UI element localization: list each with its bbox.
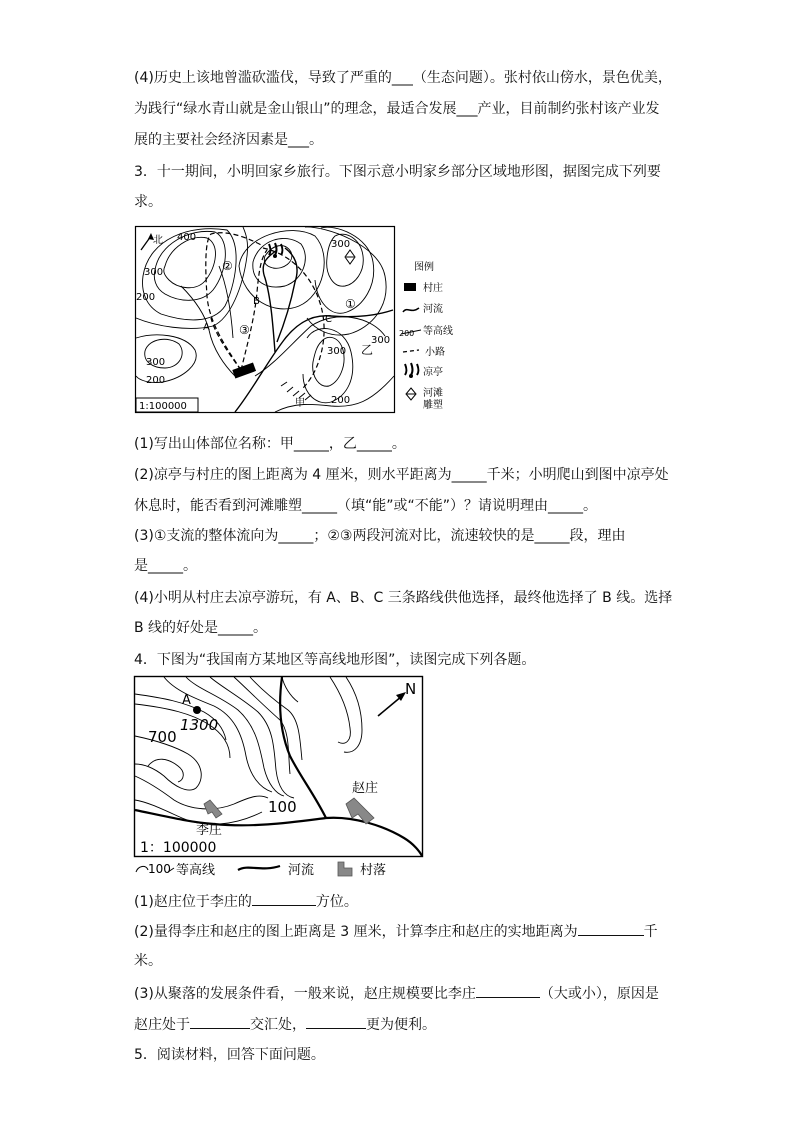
legend-contour: 等高线 [176,863,216,878]
q4-topographic-map [134,676,424,878]
q4-map-svg [134,676,424,878]
contour-label: 300 [371,335,391,346]
legend-contour: 等高线 [423,326,453,337]
q3-part2-line2: 休息时，能否看到河滩雕塑_____（填“能”或“不能”）？请说明理由_____。 [134,498,598,514]
legend-contour-value: 200 [399,329,415,338]
q4-point-a-marker [193,706,201,714]
contour-label: 200 [146,375,166,386]
q3-part2-line1: (2)凉亭与村庄的图上距离为 4 厘米，则水平距离为_____千米；小明爬山到图中凉亭处 [134,467,669,483]
point-label-1: ① [345,297,356,311]
legend-river-icon [238,866,280,870]
q2-part4-line1: (4)历史上该地曾滥砍滥伐，导致了严重的___（生态问题）。张村依山傍水，景色优美， [134,70,672,86]
q4-village-label-li: 李庄 [196,823,223,838]
q4-part3-pre: (3)从聚落的发展条件看，一般来说，赵庄规模要比李庄 [134,986,476,1002]
q4-intro: 4．下图为“我国南方某地区等高线地形图”，读图完成下列各题。 [134,652,536,668]
q4-village-label-zhao: 赵庄 [352,781,379,796]
q4-part2 [134,921,658,942]
q4-part3b-post: 更为便利。 [366,1017,436,1033]
contour-label: 300 [144,267,164,278]
legend-pavilion-icon [405,363,419,378]
q4-part3 [134,983,659,1004]
legend-sculpture: 雕塑 [423,400,443,411]
point-label-2: ② [222,259,233,273]
contour-label: 200 [136,292,156,303]
contour-label: 400 [177,232,197,243]
q3-map-frame [136,227,395,413]
legend-trail-icon [403,350,419,352]
contour-label: 300 [146,357,166,368]
q4-part2-cont: 米。 [134,953,162,969]
q4-scale-text: 1：100000 [140,840,217,856]
point-label-jia: 甲 [295,398,305,409]
q3-north-label: 北 [153,235,163,246]
legend-trail: 小路 [425,347,445,358]
q4-north-label: N [405,680,417,698]
legend-village-icon [338,862,352,876]
q3-map-svg [135,226,453,414]
q3-part3-line1: (3)①支流的整体流向为_____；②③两段河流对比，流速较快的是_____段，理由 [134,528,626,544]
q2-part4-line3: 展的主要社会经济因素是___。 [134,132,323,148]
legend-riverbank: 河滩 [423,388,443,399]
legend-river: 河流 [423,304,443,315]
q4-part3b-mid: 交汇处， [250,1017,306,1033]
q4-part3-line2 [134,1014,436,1035]
q3-part4-line2: B 线的好处是_____。 [134,620,268,636]
q3-intro-line1: 3．十一期间，小明回家乡旅行。下图示意小明家乡部分区域地形图，据图完成下列要 [134,164,661,180]
legend-village-icon [404,283,416,291]
q3-intro-line2: 求。 [134,194,162,210]
contour-label: 200 [345,270,365,281]
answer-blank[interactable] [476,983,540,998]
legend-contour-icon [136,866,148,872]
legend-pavilion: 凉亭 [423,367,443,378]
legend-village: 村庄 [423,283,443,294]
q2-part4-line2: 为践行“绿水青山就是金山银山”的理念，最适合发展___产业，目前制约张村该产业发 [134,101,660,117]
q4-part2-pre: (2)量得李庄和赵庄的图上距离是 3 厘米，计算李庄和赵庄的实地距离为 [134,924,578,940]
contour-label: 1300 [180,716,219,734]
contour-label: 100 [268,798,297,816]
answer-blank[interactable] [306,1014,366,1029]
legend-contour-value: 100 [148,862,171,876]
contour-label: 200 [331,395,351,406]
point-label-b: B [253,296,260,307]
legend-sculpture-icon [406,388,416,400]
legend-river: 河流 [288,863,315,878]
contour-label: 300 [331,239,351,250]
contour-label: 300 [327,346,347,357]
legend-village: 村落 [360,863,387,878]
q3-legend [399,260,453,411]
legend-river-icon [403,308,419,312]
answer-blank[interactable] [578,921,644,936]
q3-part4-line1: (4)小明从村庄去凉亭游玩，有 A、B、C 三条路线供他选择，最终他选择了 B 线。选择 [134,590,673,606]
answer-blank[interactable] [190,1014,250,1029]
q3-topographic-map [135,226,453,414]
q4-part2-post: 千 [643,924,658,940]
q3-part1: (1)写出山体部位名称：甲_____，乙_____。 [134,436,406,452]
point-label-3: ③ [239,323,250,337]
q3-part3-line2: 是_____。 [134,558,197,574]
point-label-c: C [325,314,332,325]
q4-part1-post: 方位。 [315,894,358,910]
q4-legend [136,862,386,878]
q3-scale-text: 1:100000 [139,401,187,412]
q5-intro: 5．阅读材料，回答下面问题。 [134,1047,325,1063]
q4-part3-post: （大或小），原因是 [539,986,659,1002]
legend-title: 图例 [414,262,434,273]
q4-part1-pre: (1)赵庄位于李庄的 [134,894,252,910]
answer-blank[interactable] [252,891,316,906]
contour-label: 700 [148,728,177,746]
q4-point-a: A [182,693,191,708]
q4-part1 [134,891,358,912]
point-label-yi: 乙 [361,343,374,357]
point-label-a: A [203,322,210,333]
q4-part3b-pre: 赵庄处于 [134,1017,190,1033]
